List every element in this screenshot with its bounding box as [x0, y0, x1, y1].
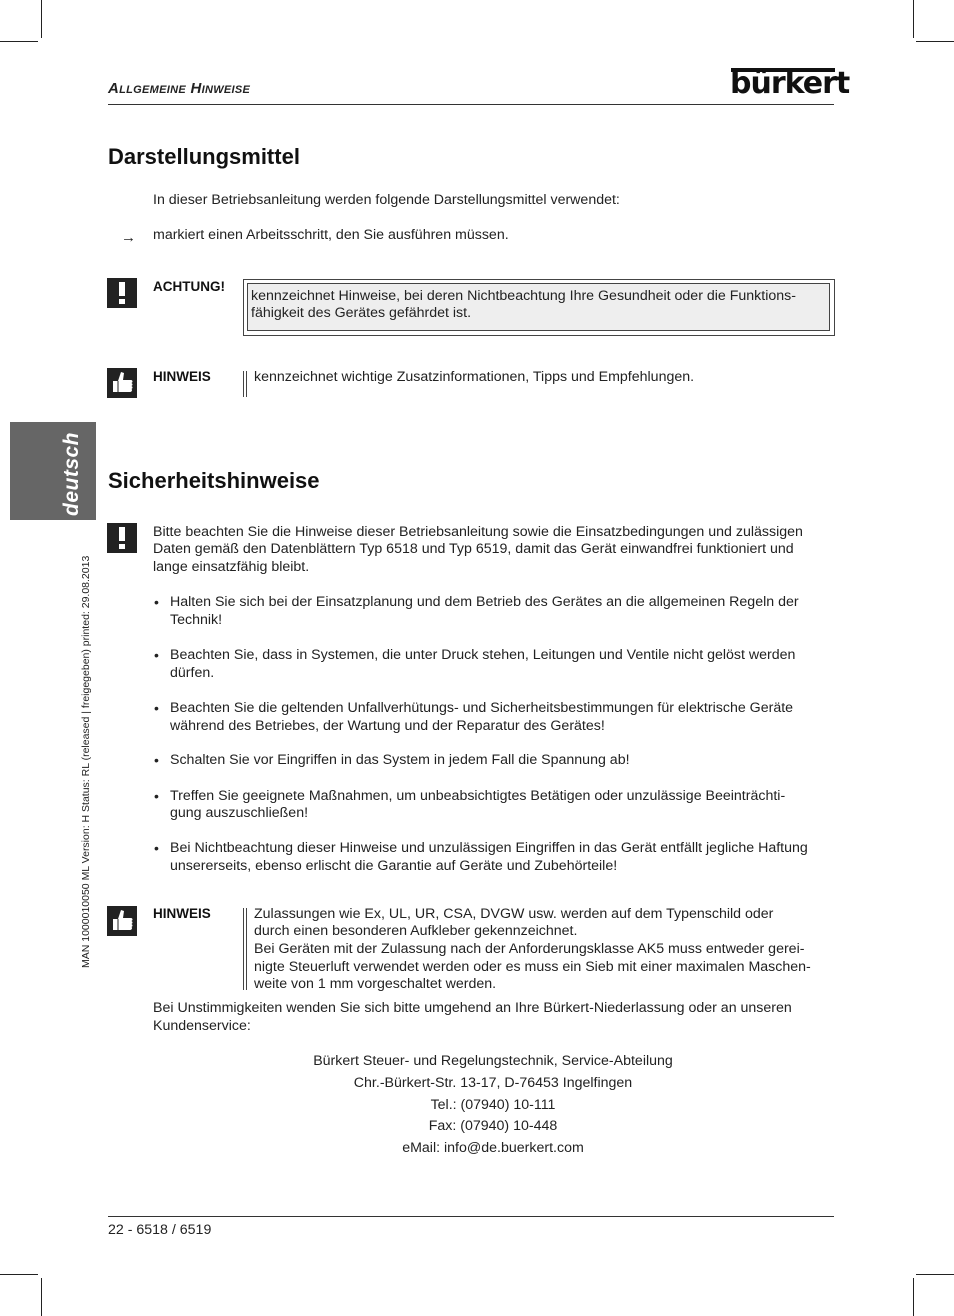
bullet-marker: • [154, 700, 159, 716]
note-text: Zulassungen wie Ex, UL, UR, CSA, DVGW usw. werden auf dem Typenschild oder [254, 906, 774, 922]
bullet-marker: • [154, 647, 159, 663]
bullet-marker: • [154, 752, 159, 768]
list-item: während des Betriebes, der Wartung und der Reparatur des Gerätes! [170, 718, 605, 734]
contact-intro: Kundenservice: [153, 1018, 251, 1034]
contact-email[interactable]: eMail: info@de.buerkert.com [402, 1140, 584, 1156]
arrow-right-icon: → [121, 229, 136, 246]
crop-mark [0, 1274, 38, 1275]
list-item: Halten Sie sich bei der Einsatzplanung und dem Betrieb des Gerätes an die allgemeinen Regeln der [170, 594, 799, 610]
thumbs-up-icon [107, 368, 137, 398]
running-header [108, 80, 250, 97]
crop-mark [41, 1278, 42, 1316]
list-item: dürfen. [170, 665, 215, 681]
list-item: Beachten Sie die geltenden Unfallverhütungs- und Sicherheitsbestimmungen für elektrische Geräte [170, 700, 794, 716]
arrow-description: markiert einen Arbeitsschritt, den Sie ausführen müssen. [153, 227, 509, 243]
warning-icon [107, 523, 137, 553]
note-text: durch einen besonderen Aufkleber gekennzeichnet. [254, 923, 578, 939]
crop-mark [41, 0, 42, 38]
note-label: HINWEIS [153, 906, 211, 921]
burkert-logo: bürkert [730, 66, 850, 101]
language-tab-label: deutsch [60, 431, 83, 516]
section-heading: Darstellungsmittel [108, 144, 300, 169]
note-text: nigte Steuerluft verwendet werden oder es muss ein Sieb mit einer maximalen Maschen- [254, 959, 811, 975]
list-item: unsererseits, ebenso erlischt die Garantie auf Geräte und Zubehörteile! [170, 858, 618, 874]
list-item: Bei Nichtbeachtung dieser Hinweise und unzulässigen Eingriffen in das Gerät entfällt jegliche Haftung [170, 840, 808, 856]
note-bar [243, 371, 244, 397]
list-item: Technik! [170, 612, 223, 628]
document-status-note: MAN 1000010050 ML Version: H Status: RL (released | freigegeben) printed: 29.08.2013 [80, 555, 92, 968]
contact-line: Tel.: (07940) 10-111 [430, 1097, 556, 1113]
bullet-marker: • [154, 594, 159, 610]
thumbs-up-icon [107, 906, 137, 936]
crop-mark [916, 1274, 954, 1275]
header-rule [108, 104, 834, 105]
note-label: HINWEIS [153, 369, 211, 384]
section-heading: Sicherheitshinweise [108, 468, 320, 493]
warning-text: kennzeichnet Hinweise, bei deren Nichtbeachtung Ihre Gesundheit oder die Funktions- [251, 288, 796, 304]
header-text: INWEISE [201, 84, 251, 96]
note-text: weite von 1 mm vorgeschaltet werden. [254, 976, 497, 992]
list-item: Schalten Sie vor Eingriffen in das System in jedem Fall die Spannung ab! [170, 752, 630, 768]
crop-mark [913, 0, 914, 38]
note-bar [246, 908, 247, 990]
note-text: Bei Geräten mit der Zulassung nach der Anforderungsklasse AK5 muss entweder gerei- [254, 941, 805, 957]
bullet-marker: • [154, 788, 159, 804]
note-text: kennzeichnet wichtige Zusatzinformationen, Tipps und Empfehlungen. [254, 369, 695, 385]
warning-icon [107, 278, 137, 308]
contact-line: Bürkert Steuer- und Regelungstechnik, Service-Abteilung [313, 1053, 673, 1069]
bullet-marker: • [154, 840, 159, 856]
crop-mark [913, 1278, 914, 1316]
contact-line: Fax: (07940) 10-448 [428, 1118, 558, 1134]
intro-text: In dieser Betriebsanleitung werden folgende Darstellungsmittel verwendet: [153, 192, 620, 208]
crop-mark [0, 41, 38, 42]
header-text: A [108, 80, 120, 97]
list-item: gung auszuschließen! [170, 805, 309, 821]
contact-intro: Bei Unstimmigkeiten wenden Sie sich bitte umgehend an Ihre Bürkert-Niederlassung oder an unseren [153, 1000, 792, 1016]
header-text: LLGEMEINE [119, 84, 187, 96]
list-item: Treffen Sie geeignete Maßnahmen, um unbeabsichtigtes Betätigen oder unzulässige Beeinträchti- [170, 788, 786, 804]
note-bar [246, 371, 247, 397]
header-text: H [190, 80, 202, 97]
safety-intro: Daten gemäß den Datenblättern Typ 6518 und Typ 6519, damit das Gerät einwandfrei funktioniert und [153, 541, 794, 557]
contact-line: Chr.-Bürkert-Str. 13-17, D-76453 Ingelfingen [353, 1075, 633, 1091]
list-item: Beachten Sie, dass in Systemen, die unter Druck stehen, Leitungen und Ventile nicht gelöst werden [170, 647, 796, 663]
crop-mark [916, 41, 954, 42]
warning-label: ACHTUNG! [153, 279, 225, 294]
safety-intro: Bitte beachten Sie die Hinweise dieser Betriebsanleitung sowie die Einsatzbedingungen und zulässigen [153, 524, 803, 540]
safety-intro: lange einsatzfähig bleibt. [153, 559, 310, 575]
page-number: 22 - 6518 / 6519 [108, 1222, 212, 1238]
warning-text: fähigkeit des Gerätes gefährdet ist. [251, 305, 472, 321]
note-bar [243, 908, 244, 990]
footer-rule [108, 1216, 834, 1217]
